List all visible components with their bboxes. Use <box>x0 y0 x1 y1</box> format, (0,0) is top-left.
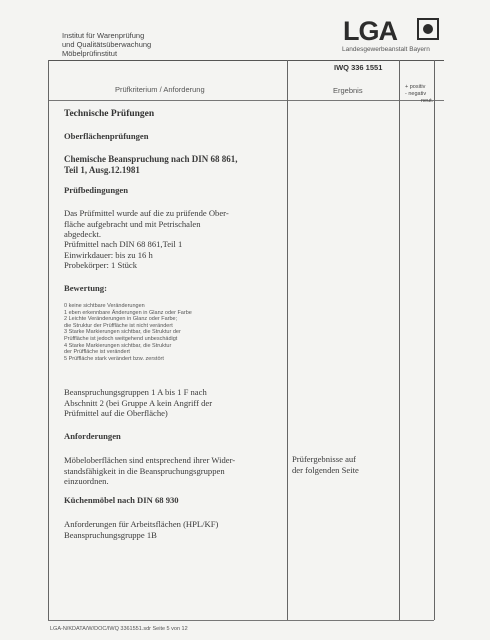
legend-neutral: neut. <box>421 98 434 104</box>
column-header-result: Ergebnis <box>333 86 363 95</box>
document-number: IWQ 336 1551 <box>334 63 383 72</box>
text-line: Probekörper: 1 Stück <box>64 260 138 270</box>
lga-logo-mark-icon <box>417 18 439 40</box>
table-top-rule <box>48 60 444 61</box>
text-line: einzuordnen. <box>64 476 109 486</box>
footer-rule <box>48 620 434 621</box>
test-title-line: Chemische Beanspruchung nach DIN 68 861, <box>64 154 238 164</box>
requirements-heading: Anforderungen <box>64 431 121 441</box>
legend-positive: + positiv <box>405 84 426 90</box>
right-border <box>434 60 435 620</box>
text-line: standsfähigkeit in die Beanspruchungsgruppen <box>64 465 225 476</box>
column-divider <box>399 60 400 620</box>
subsection-title: Oberflächenprüfungen <box>64 131 149 141</box>
rating-item: 3 Starke Markierungen sichtbar, die Struktur der <box>64 329 181 336</box>
test-title <box>64 154 238 175</box>
footer-text: LGA-N/KDATA/W/DOC/IWQ 3361551.sdr Seite 5 von 12 <box>50 626 188 632</box>
institute-line: Möbelprüfinstitut <box>62 49 118 58</box>
rating-item: der Prüffläche ist verändert <box>64 349 130 356</box>
rating-scale <box>64 303 192 362</box>
rating-legend <box>405 84 433 105</box>
conditions-details <box>64 239 182 271</box>
legend-negative: - negativ <box>405 91 427 97</box>
section-title: Technische Prüfungen <box>64 109 155 119</box>
text-line: Prüfmittel auf die Oberfläche) <box>64 408 168 418</box>
text-line: Möbeloberflächen sind entsprechend ihrer Wider- <box>64 455 236 465</box>
lga-logo: LGA <box>343 16 397 46</box>
text-line: der folgenden Seite <box>292 464 359 475</box>
stress-groups-text <box>64 387 212 419</box>
institute-line: Institut für Warenprüfung <box>62 31 145 40</box>
logo-subtitle: Landesgewerbeanstalt Bayern <box>342 46 430 53</box>
left-border <box>48 60 49 620</box>
header-bottom-rule <box>48 100 444 101</box>
column-header-criterion: Prüfkriterium / Anforderung <box>115 85 205 94</box>
text-line: Beanspruchungsgruppen 1 A bis 1 F nach <box>64 387 207 397</box>
rating-item: 2 Leichte Veränderungen in Glanz oder Farbe; <box>64 316 178 323</box>
rating-item: die Struktur der Prüffläche ist nicht verändert <box>64 322 173 329</box>
rating-item: 0 keine sichtbare Veränderungen <box>64 303 145 309</box>
requirements-text <box>64 455 235 487</box>
text-line: abgedeckt. <box>64 229 101 239</box>
text-line: Anforderungen für Arbeitsflächen (HPL/KF) <box>64 519 219 529</box>
institute-name <box>62 31 151 58</box>
test-title-line: Teil 1, Ausg.12.1981 <box>64 164 140 175</box>
conditions-heading: Prüfbedingungen <box>64 185 128 195</box>
conditions-text <box>64 208 229 240</box>
rating-item: 4 Starke Markierungen sichtbar, die Struktur <box>64 342 172 349</box>
text-line: Das Prüfmittel wurde auf die zu prüfende Ober- <box>64 208 229 218</box>
text-line: Beanspruchungsgruppe 1B <box>64 529 157 540</box>
rating-item: 5 Prüffläche stark verändert bzw. zerstört <box>64 355 164 362</box>
result-text <box>292 454 359 475</box>
worksurface-text <box>64 519 218 540</box>
institute-line: und Qualitätsüberwachung <box>62 40 152 49</box>
text-line: Einwirkdauer: bis zu 16 h <box>64 249 153 260</box>
kitchen-heading: Küchenmöbel nach DIN 68 930 <box>64 495 179 505</box>
column-divider <box>287 60 288 620</box>
text-line: Prüfergebnisse auf <box>292 454 357 464</box>
rating-item: Prüffläche ist jedoch weitgehend unbeschädigt <box>64 335 178 342</box>
text-line: Prüfmittel nach DIN 68 861,Teil 1 <box>64 239 183 249</box>
rating-heading: Bewertung: <box>64 283 107 293</box>
text-line: fläche aufgebracht und mit Petrischalen <box>64 218 201 229</box>
text-line: Abschnitt 2 (bei Gruppe A kein Angriff der <box>64 397 213 408</box>
rating-item: 1 eben erkennbare Änderungen in Glanz oder Farbe <box>64 309 192 316</box>
